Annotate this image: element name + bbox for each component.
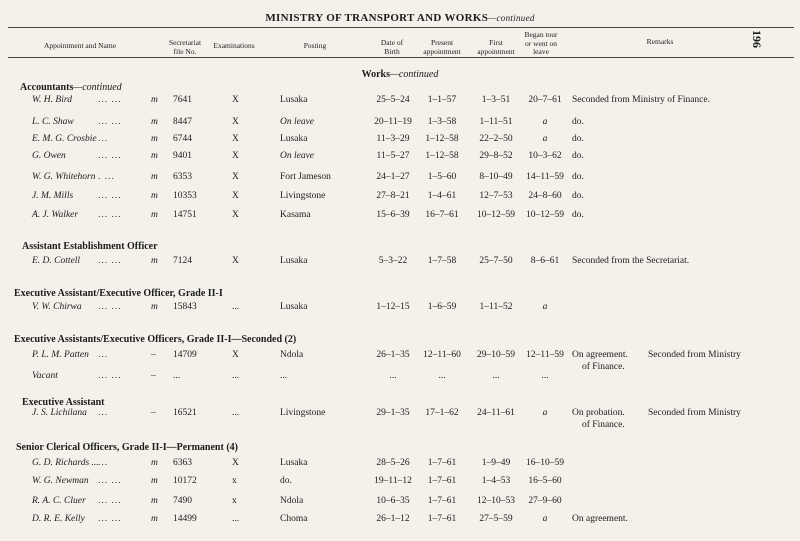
col-secretariat: Secretariat file No.: [168, 38, 202, 56]
posting-cell: Livingstone: [280, 408, 326, 418]
dob-cell: 11–3–29: [376, 134, 410, 144]
dots-cell: ... ...: [98, 476, 122, 486]
first-appt-cell: 24–11–61: [477, 408, 515, 418]
file-no-cell: 14499: [173, 514, 197, 524]
table-row: [0, 172, 800, 186]
exam-cell: ...: [232, 302, 240, 312]
exam-cell: X: [232, 172, 239, 182]
marital-cell: m: [151, 458, 158, 468]
name-cell: W. G. Newman: [32, 476, 89, 486]
dots-cell: ... ...: [98, 256, 122, 266]
marital-cell: m: [151, 514, 158, 524]
name-cell: R. A. C. Cluer: [32, 496, 86, 506]
name-cell: V. W. Chirwa: [32, 302, 82, 312]
first-appt-cell: 12–7–53: [479, 191, 513, 201]
tour-cell: a: [542, 302, 548, 312]
remarks-cell: do.: [572, 191, 584, 201]
first-appt-cell: 29–10–59: [477, 350, 515, 360]
col-appointment: Appointment and Name: [43, 41, 117, 50]
present-appt-cell: 17–1–62: [425, 408, 459, 418]
posting-cell: Lusaka: [280, 95, 308, 105]
file-no-cell: 6353: [173, 172, 192, 182]
remarks-cell: do.: [572, 117, 584, 127]
dots-cell: ... ...: [98, 514, 122, 524]
dob-cell: 29–1–35: [376, 408, 410, 418]
file-no-cell: 14751: [173, 210, 197, 220]
file-no-cell: 10172: [173, 476, 197, 486]
marital-cell: m: [151, 172, 158, 182]
present-appt-cell: 1–7–61: [427, 476, 457, 486]
name-cell: Vacant: [32, 371, 58, 381]
remarks-cell: On agreement.: [572, 514, 628, 524]
dob-cell: 25–5–24: [376, 95, 410, 105]
dob-cell: 26–1–35: [376, 350, 410, 360]
dots-cell: ...: [98, 350, 109, 360]
name-cell: D. R. E. Kelly: [32, 514, 85, 524]
present-appt-cell: 1–12–58: [425, 151, 459, 161]
dots-cell: ... ...: [98, 95, 122, 105]
present-appt-cell: 1–7–58: [427, 256, 457, 266]
tour-cell: 16–5–60: [528, 476, 562, 486]
exam-cell: X: [232, 134, 239, 144]
tour-cell: 20–7–61: [528, 95, 562, 105]
present-appt-cell: 1–7–61: [427, 496, 457, 506]
posting-cell: Lusaka: [280, 302, 308, 312]
present-appt-cell: 1–7–61: [427, 458, 457, 468]
first-appt-cell: 1–11–52: [479, 302, 513, 312]
exam-cell: X: [232, 458, 239, 468]
dots-cell: ...: [98, 134, 109, 144]
posting-cell: do.: [280, 476, 292, 486]
section-assistant-establishment: Assistant Establishment Officer: [22, 241, 158, 252]
table-row: [0, 476, 800, 490]
posting-cell: Ndola: [280, 350, 304, 360]
name-cell: L. C. Shaw: [32, 117, 74, 127]
present-appt-cell: 1–3–58: [427, 117, 457, 127]
dots-cell: ... ...: [98, 371, 122, 381]
exam-cell: X: [232, 350, 239, 360]
tour-cell: a: [542, 514, 548, 524]
first-appt-cell: 1–3–51: [481, 95, 511, 105]
dots-cell: ... ...: [98, 117, 122, 127]
present-appt-cell: 1–12–58: [425, 134, 459, 144]
file-no-cell: 7124: [173, 256, 192, 266]
col-present: Present appointment: [423, 38, 461, 56]
name-cell: E. D. Cottell: [32, 256, 81, 266]
page-number: 196: [750, 30, 764, 48]
dob-cell: 11–5–27: [376, 151, 410, 161]
header-rule-bottom: [8, 57, 794, 58]
exam-cell: x: [232, 476, 237, 486]
exam-cell: X: [232, 256, 239, 266]
first-appt-cell: 25–7–50: [479, 256, 513, 266]
remarks-cell: do.: [572, 210, 584, 220]
exam-cell: X: [232, 117, 239, 127]
present-appt-cell: 1–1–57: [427, 95, 457, 105]
name-cell: A. J. Walker: [32, 210, 79, 220]
col-dob: Date of Birth: [380, 38, 404, 56]
posting-cell: Livingstone: [280, 191, 326, 201]
posting-cell: Fort Jameson: [280, 172, 331, 182]
dob-cell: 24–1–27: [376, 172, 410, 182]
remark-lichilana-finance: of Finance.: [582, 420, 625, 430]
remark-patten-finance: of Finance.: [582, 362, 625, 372]
tour-cell: 10–3–62: [528, 151, 562, 161]
exam-cell: ...: [232, 371, 240, 381]
marital-cell: m: [151, 134, 158, 144]
dob-cell: 10–6–35: [376, 496, 410, 506]
dots-cell: ... ...: [98, 302, 122, 312]
name-cell: G. Owen: [32, 151, 66, 161]
first-appt-cell: 10–12–59: [477, 210, 515, 220]
first-appt-cell: 22–2–50: [479, 134, 513, 144]
col-tour: Began tour or went on leave: [524, 30, 558, 56]
tour-cell: 16–10–59: [526, 458, 564, 468]
name-cell: W. G. Whitehorn: [32, 172, 96, 182]
file-no-cell: 7490: [173, 496, 192, 506]
marital-cell: –: [151, 350, 156, 360]
name-cell: P. L. M. Patten: [32, 350, 89, 360]
remarks-cell: do.: [572, 172, 584, 182]
first-appt-cell: 27–5–59: [479, 514, 513, 524]
file-no-cell: 8447: [173, 117, 192, 127]
file-no-cell: 6363: [173, 458, 192, 468]
first-appt-cell: 1–11–51: [479, 117, 513, 127]
first-appt-cell: 12–10–53: [477, 496, 515, 506]
dots-cell: ...: [98, 458, 109, 468]
marital-cell: m: [151, 476, 158, 486]
table-row: [0, 210, 800, 224]
marital-cell: m: [151, 210, 158, 220]
present-appt-cell: ...: [438, 371, 446, 381]
remarks-extra-cell: Seconded from Ministry: [648, 350, 741, 360]
table-row: [0, 256, 800, 270]
exam-cell: ...: [232, 408, 240, 418]
exam-cell: ...: [232, 514, 240, 524]
col-remarks: Remarks: [646, 37, 674, 46]
posting-cell: On leave: [280, 117, 315, 127]
col-first: First appointment: [477, 38, 515, 56]
table-row: [0, 95, 800, 109]
dob-cell: 27–8–21: [376, 191, 410, 201]
table-row: [0, 514, 800, 528]
exam-cell: x: [232, 496, 237, 506]
page-title: MINISTRY OF TRANSPORT AND WORKS—continued: [265, 12, 535, 24]
file-no-cell: ...: [173, 371, 181, 381]
posting-cell: ...: [280, 371, 288, 381]
present-appt-cell: 1–4–61: [427, 191, 457, 201]
remarks-cell: Seconded from Ministry of Finance.: [572, 95, 710, 105]
exam-cell: X: [232, 95, 239, 105]
col-posting: Posting: [303, 41, 327, 50]
first-appt-cell: ...: [492, 371, 500, 381]
tour-cell: a: [542, 117, 548, 127]
subheading-works: Works—continued: [361, 69, 439, 80]
file-no-cell: 15843: [173, 302, 197, 312]
dob-cell: 15–6–39: [376, 210, 410, 220]
present-appt-cell: 1–6–59: [427, 302, 457, 312]
table-row: [0, 408, 800, 422]
dob-cell: 28–5–26: [376, 458, 410, 468]
file-no-cell: 9401: [173, 151, 192, 161]
marital-cell: m: [151, 95, 158, 105]
tour-cell: a: [542, 134, 548, 144]
tour-cell: a: [542, 408, 548, 418]
dots-cell: . ...: [98, 172, 115, 182]
name-cell: W. H. Bird: [32, 95, 72, 105]
file-no-cell: 7641: [173, 95, 192, 105]
file-no-cell: 14709: [173, 350, 197, 360]
exam-cell: X: [232, 151, 239, 161]
table-row: [0, 496, 800, 510]
tour-cell: 10–12–59: [526, 210, 564, 220]
posting-cell: Ndola: [280, 496, 304, 506]
first-appt-cell: 1–9–49: [481, 458, 511, 468]
tour-cell: 24–8–60: [528, 191, 562, 201]
posting-cell: Lusaka: [280, 458, 308, 468]
table-row: [0, 191, 800, 205]
remarks-cell: do.: [572, 151, 584, 161]
dob-cell: 20–11–19: [374, 117, 412, 127]
dots-cell: ... ...: [98, 210, 122, 220]
dob-cell: 5–3–22: [378, 256, 408, 266]
posting-cell: Lusaka: [280, 256, 308, 266]
posting-cell: Lusaka: [280, 134, 308, 144]
first-appt-cell: 29–8–52: [479, 151, 513, 161]
marital-cell: m: [151, 256, 158, 266]
posting-cell: Choma: [280, 514, 308, 524]
marital-cell: m: [151, 302, 158, 312]
dob-cell: 1–12–15: [376, 302, 410, 312]
dob-cell: ...: [389, 371, 397, 381]
tour-cell: 14–11–59: [526, 172, 564, 182]
first-appt-cell: 8–10–49: [479, 172, 513, 182]
file-no-cell: 10353: [173, 191, 197, 201]
name-cell: G. D. Richards ...: [32, 458, 99, 468]
section-accountants: Accountants—continued: [20, 82, 122, 93]
section-executive-assistant-2: Executive Assistant: [22, 397, 105, 408]
remarks-cell: Seconded from the Secretariat.: [572, 256, 690, 266]
tour-cell: ...: [541, 371, 549, 381]
dob-cell: 19–11–12: [374, 476, 412, 486]
section-executive-assistant: Executive Assistant/Executive Officer, Grade II-I: [14, 288, 223, 299]
dots-cell: ... ...: [98, 496, 122, 506]
section-executive-seconded: Executive Assistants/Executive Officers, Grade II-I—Seconded (2): [14, 334, 297, 345]
table-row: [0, 134, 800, 148]
dob-cell: 26–1–12: [376, 514, 410, 524]
posting-cell: On leave: [280, 151, 315, 161]
table-row: [0, 458, 800, 472]
name-cell: J. M. Mills: [32, 191, 74, 201]
tour-cell: 8–6–61: [530, 256, 560, 266]
marital-cell: m: [151, 191, 158, 201]
table-row: [0, 302, 800, 316]
dots-cell: ... ...: [98, 151, 122, 161]
table-row: [0, 371, 800, 385]
file-no-cell: 6744: [173, 134, 192, 144]
header-rule-top: [8, 27, 794, 28]
first-appt-cell: 1–4–53: [481, 476, 511, 486]
remarks-cell: On probation.: [572, 408, 625, 418]
remarks-cell: On agreement.: [572, 350, 628, 360]
name-cell: J. S. Lichilana: [32, 408, 87, 418]
section-senior-clerical: Senior Clerical Officers, Grade II-I—Permanent (4): [16, 442, 238, 453]
dots-cell: ...: [98, 408, 109, 418]
remarks-extra-cell: Seconded from Ministry: [648, 408, 741, 418]
dots-cell: ... ...: [98, 191, 122, 201]
table-row: [0, 151, 800, 165]
marital-cell: –: [151, 371, 156, 381]
exam-cell: X: [232, 191, 239, 201]
exam-cell: X: [232, 210, 239, 220]
col-examinations: Examinations: [213, 41, 255, 50]
present-appt-cell: 12–11–60: [423, 350, 461, 360]
remarks-cell: do.: [572, 134, 584, 144]
tour-cell: 12–11–59: [526, 350, 564, 360]
marital-cell: m: [151, 496, 158, 506]
posting-cell: Kasama: [280, 210, 311, 220]
file-no-cell: 16521: [173, 408, 197, 418]
name-cell: E. M. G. Crosbie: [32, 134, 97, 144]
present-appt-cell: 1–7–61: [427, 514, 457, 524]
table-row: [0, 350, 800, 364]
marital-cell: m: [151, 151, 158, 161]
tour-cell: 27–9–60: [528, 496, 562, 506]
table-row: [0, 117, 800, 131]
marital-cell: m: [151, 117, 158, 127]
present-appt-cell: 1–5–60: [427, 172, 457, 182]
marital-cell: –: [151, 408, 156, 418]
present-appt-cell: 16–7–61: [425, 210, 459, 220]
